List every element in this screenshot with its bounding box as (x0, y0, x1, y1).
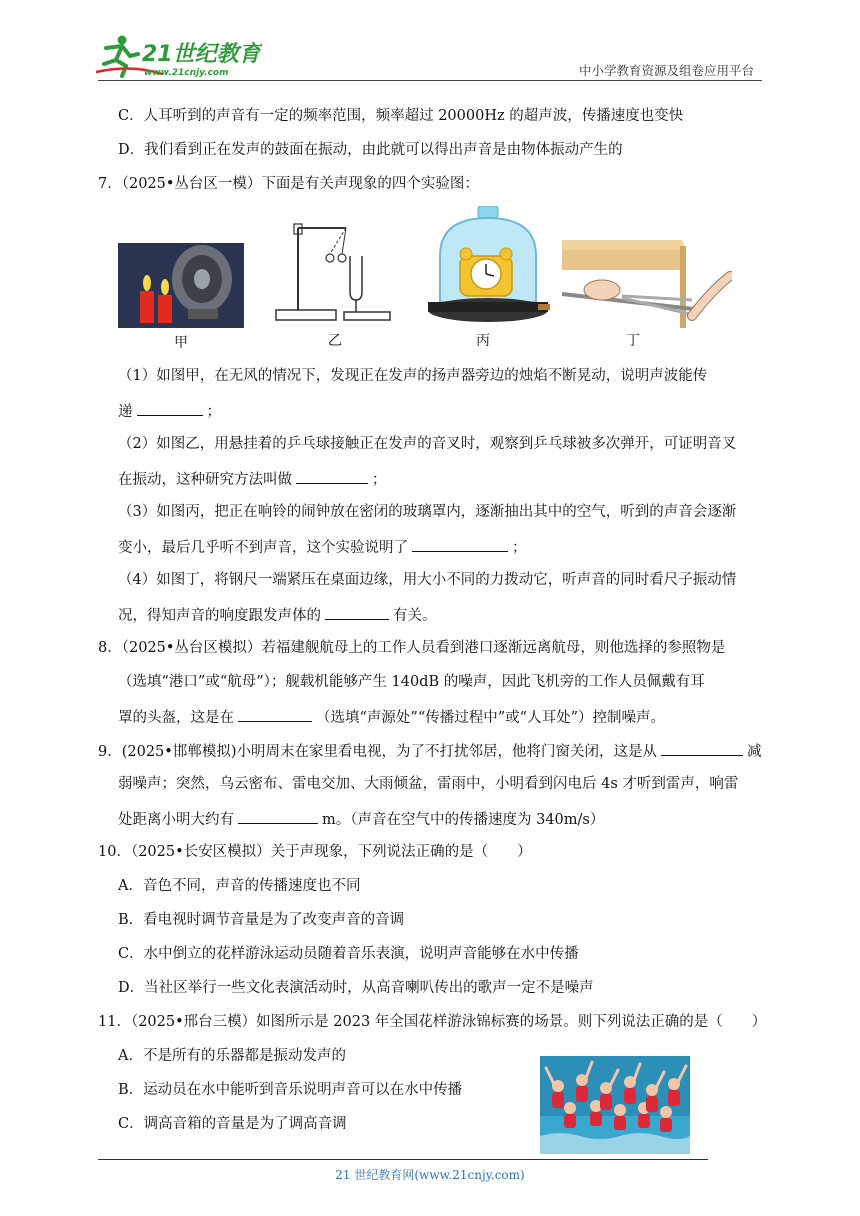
q11-option-b: B．运动员在水中能听到音乐说明声音可以在水中传播 (118, 1082, 463, 1098)
figure-jia-speaker-candles (118, 243, 244, 328)
answer-blank[interactable] (137, 400, 203, 416)
q8-line3: 罩的头盔，这是在 （选填“声源处”“传播过程中”或“人耳处”）控制噪声。 (118, 706, 665, 728)
q7-part4-line2: 况，得知声音的响度跟发声体的 有关。 (118, 604, 437, 626)
figure-jia-label: 甲 (174, 335, 188, 351)
answer-blank[interactable] (296, 468, 368, 484)
figure-ding-label: 丁 (626, 333, 640, 349)
synchronized-swimming-photo (540, 1056, 690, 1154)
answer-blank[interactable] (661, 740, 743, 756)
answer-blank[interactable] (238, 706, 312, 722)
q6-option-c: C．人耳听到的声音有一定的频率范围，频率超过 20000Hz 的超声波，传播速度也变快 (118, 108, 684, 124)
q7-part2-line2: 在振动，这种研究方法叫做 ； (118, 468, 387, 490)
q9-line1: 9．(2025•邯郸模拟)小明周末在家里看电视，为了不打扰邻居，他将门窗关闭，这是从 减 (98, 740, 762, 762)
q7-part1-line1: （1）如图甲，在无风的情况下，发现正在发声的扬声器旁边的烛焰不断晃动，说明声波能传 (118, 368, 708, 384)
svg-text:21世纪教育: 21世纪教育 (142, 42, 261, 67)
q8-line1: 8．（2025•丛台区模拟）若福建舰航母上的工作人员看到港口逐渐远离航母，则他选择的参照物是 (98, 640, 726, 656)
footer-divider (98, 1159, 708, 1160)
svg-text:www.21cnjy.com: www.21cnjy.com (144, 68, 229, 78)
figure-yi-tuning-fork (268, 220, 398, 326)
q7-part1-line2: 递 ； (118, 400, 221, 422)
q7-part3-line2: 变小，最后几乎听不到声音，这个实验说明了 ； (118, 536, 527, 558)
q7-part2-line1: （2）如图乙，用悬挂着的乒乓球接触正在发声的音叉时，观察到乒乓球被多次弹开，可证明音叉 (118, 436, 737, 452)
q7-part4-line1: （4）如图丁，将钢尺一端紧压在桌面边缘，用大小不同的力拨动它，听声音的同时看尺子振动情 (118, 572, 737, 588)
platform-name: 中小学教育资源及组卷应用平台 (578, 63, 754, 78)
answer-blank[interactable] (325, 604, 389, 620)
q10-option-c: C．水中倒立的花样游泳运动员随着音乐表演，说明声音能够在水中传播 (118, 946, 579, 962)
q9-line3: 处距离小明大约有 m。（声音在空气中的传播速度为 340m/s） (118, 808, 604, 830)
figure-bing-bell-jar (426, 206, 552, 326)
answer-blank[interactable] (238, 808, 318, 824)
footer-link[interactable]: 21 世纪教育网(www.21cnjy.com) (335, 1168, 525, 1182)
page-header (0, 0, 860, 90)
q7-stem: 7．（2025•丛台区一模）下面是有关声现象的四个实验图： (98, 176, 479, 192)
q10-option-b: B．看电视时调节音量是为了改变声音的音调 (118, 912, 405, 928)
answer-blank[interactable] (412, 536, 508, 552)
q11-option-a: A．不是所有的乐器都是振动发声的 (118, 1048, 346, 1064)
q7-part3-line1: （3）如图丙，把正在响铃的闹钟放在密闭的玻璃罩内，逐渐抽出其中的空气，听到的声音会逐渐 (118, 504, 737, 520)
header-divider (98, 80, 762, 81)
q11-stem: 11．（2025•邢台三模）如图所示是 2023 年全国花样游泳锦标赛的场景。则下列说法正确的是（ ） (98, 1014, 767, 1030)
figure-bing-label: 丙 (476, 333, 490, 349)
q6-option-d: D．我们看到正在发声的鼓面在振动，由此就可以得出声音是由物体振动产生的 (118, 142, 623, 158)
q9-line2: 弱噪声；突然，乌云密布、雷电交加、大雨倾盆，雷雨中，小明看到闪电后 4s 才听到雷声，响雷 (118, 776, 739, 792)
q8-line2: （选填“港口”或“航母”）；舰载机能够产生 140dB 的噪声，因此飞机旁的工作人员佩戴有耳 (118, 674, 705, 690)
q10-stem: 10．（2025•长安区模拟）关于声现象，下列说法正确的是（ ） (98, 844, 532, 860)
figure-yi-label: 乙 (328, 333, 342, 349)
q10-option-a: A．音色不同，声音的传播速度也不同 (118, 878, 361, 894)
q11-option-c: C．调高音箱的音量是为了调高音调 (118, 1116, 347, 1132)
figure-ding-steel-ruler (562, 240, 732, 328)
logo-icon (92, 34, 262, 78)
q10-option-d: D．当社区举行一些文化表演活动时，从高音喇叭传出的歌声一定不是噪声 (118, 980, 594, 996)
